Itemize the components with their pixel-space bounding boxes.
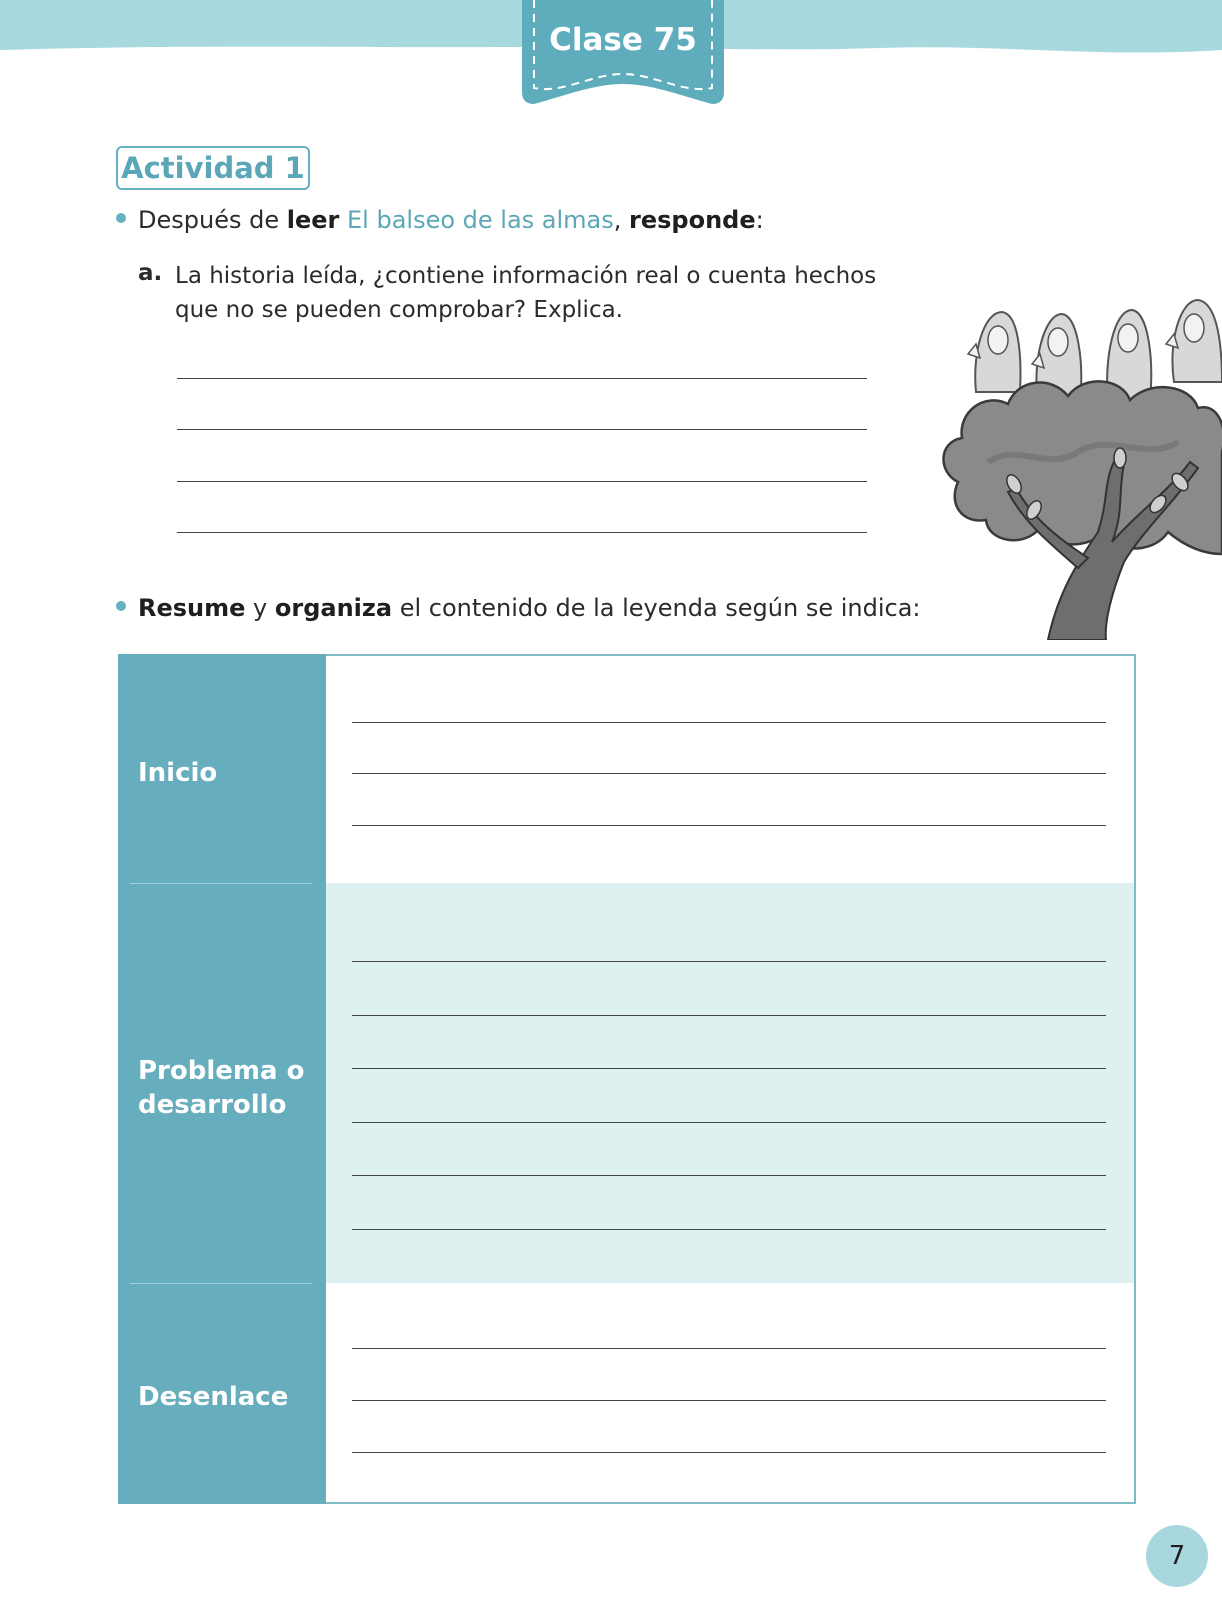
answer-line[interactable] bbox=[352, 1229, 1106, 1230]
answer-line[interactable] bbox=[177, 378, 867, 379]
book-title: El balseo de las almas bbox=[347, 206, 614, 234]
answer-line[interactable] bbox=[352, 1400, 1106, 1401]
question-letter: a. bbox=[138, 260, 163, 286]
bullet-icon bbox=[116, 213, 126, 223]
instruction-text bbox=[339, 206, 347, 234]
answer-line[interactable] bbox=[352, 1348, 1106, 1349]
instruction-1 bbox=[116, 206, 764, 234]
answer-line[interactable] bbox=[352, 961, 1106, 962]
instruction-text: : bbox=[755, 206, 764, 234]
class-number-label: Clase 75 bbox=[549, 22, 697, 58]
answer-line[interactable] bbox=[177, 532, 867, 533]
instruction-bold: organiza bbox=[274, 594, 393, 622]
instruction-bold: Resume bbox=[138, 594, 246, 622]
middle-row-shade bbox=[326, 883, 1134, 1283]
instruction-text: , bbox=[613, 206, 630, 234]
instruction-text: el contenido de la leyenda según se indica: bbox=[392, 594, 921, 622]
row-label-inicio: Inicio bbox=[138, 758, 218, 788]
instruction-text: Después de bbox=[138, 206, 287, 234]
answer-line[interactable] bbox=[177, 429, 867, 430]
answer-line[interactable] bbox=[352, 773, 1106, 774]
instruction-2 bbox=[116, 594, 921, 622]
bullet-icon bbox=[116, 601, 126, 611]
instruction-text: y bbox=[245, 594, 275, 622]
answer-line[interactable] bbox=[352, 825, 1106, 826]
row-label-desarrollo: Problema o desarrollo bbox=[138, 1056, 305, 1120]
answer-line[interactable] bbox=[352, 1122, 1106, 1123]
row-divider bbox=[130, 1283, 312, 1284]
answer-line[interactable] bbox=[352, 722, 1106, 723]
tree-illustration bbox=[928, 292, 1222, 640]
answer-line[interactable] bbox=[352, 1068, 1106, 1069]
answer-line[interactable] bbox=[352, 1452, 1106, 1453]
row-divider bbox=[130, 883, 312, 884]
instruction-bold: leer bbox=[286, 206, 340, 234]
answer-line[interactable] bbox=[352, 1175, 1106, 1176]
page-number: 7 bbox=[1146, 1525, 1208, 1587]
row-label-desenlace: Desenlace bbox=[138, 1382, 289, 1412]
question-text: La historia leída, ¿contiene información real o cuenta hechos que no se pueden comprobar? Explica. bbox=[175, 263, 877, 323]
instruction-bold: responde bbox=[629, 206, 756, 234]
answer-line[interactable] bbox=[352, 1015, 1106, 1016]
answer-line[interactable] bbox=[177, 481, 867, 482]
activity-title: Actividad 1 bbox=[116, 146, 310, 190]
